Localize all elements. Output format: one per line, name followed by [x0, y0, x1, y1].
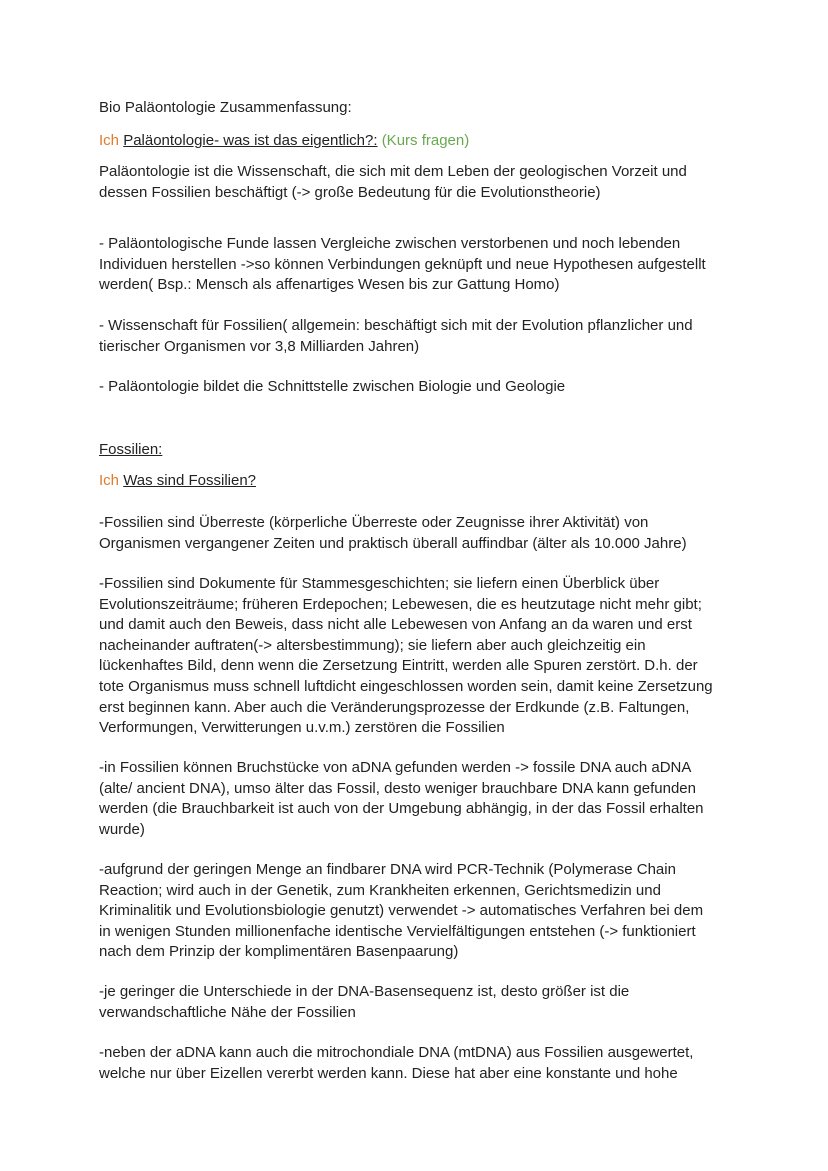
ich-label: Ich — [99, 132, 120, 149]
point-2-4 — [99, 860, 739, 963]
text-line: tierischer Organismen vor 3,8 Milliarden Jahren) — [99, 337, 420, 355]
text-line: dessen Fossilien beschäftigt (-> große Bedeutung für die Evolutionstheorie) — [99, 183, 601, 201]
text-line: nach dem Prinzip der komplimentären Basenpaarung) — [99, 943, 459, 961]
text-line: werden (die Brauchbarkeit ist auch von der Umgebung abhängig, in der das Fossil erhalten — [99, 800, 704, 818]
text-line: Kriminalitik und Evolutionsbiologie genutzt) verwendet -> automatisches Verfahren bei dem — [99, 902, 704, 920]
ich-label: Ich — [99, 472, 120, 489]
text-line: Individuen herstellen ->so können Verbindungen geknüpft und neue Hypothesen aufgestellt — [99, 255, 706, 273]
text-line: nacheinander auftraten(-> altersbestimmung); sie liefern aber auch gleichzeitig ein — [99, 636, 646, 654]
point-1-1 — [99, 234, 739, 296]
text-line: (alte/ ancient DNA), umso älter das Fossil, desto weniger brauchbare DNA kann gefunden — [99, 779, 696, 797]
text-line: -neben der aDNA kann auch die mitrochondiale DNA (mtDNA) aus Fossilien ausgewertet, — [99, 1044, 694, 1061]
text-line: Evolutionszeiträume; früheren Erdepochen; Lebewesen, die es heutzutage nicht mehr gibt; — [99, 595, 702, 613]
text-line: welche nur über Eizellen vererbt werden kann. Diese hat aber eine konstante und hohe — [99, 1064, 678, 1082]
text-line: -Fossilien sind Überreste (körperliche Überreste oder Zeugnisse ihrer Aktivität) von — [99, 514, 649, 531]
text-line: Organismen vergangener Zeiten und praktisch überall auffindbar (älter als 10.000 Jahre) — [99, 534, 687, 552]
point-1-3 — [99, 377, 739, 398]
point-2-2 — [99, 574, 739, 739]
question-1-hint: (Kurs fragen) — [381, 132, 470, 149]
text-line: - Wissenschaft für Fossilien( allgemein: beschäftigt sich mit der Evolution pflanzlicher und — [99, 317, 693, 334]
point-2-6 — [99, 1043, 739, 1084]
text-line: Reaction; wird auch in der Genetik, zum Krankheiten erkennen, Gerichtsmedizin und — [99, 881, 661, 899]
text-line: und damit auch den Beweis, dass nicht alle Lebewesen von Anfang an da waren und erst — [99, 616, 692, 634]
text-line: - Paläontologische Funde lassen Vergleiche zwischen verstorbenen und noch lebenden — [99, 235, 681, 252]
section-title-fossilien: Fossilien: — [99, 441, 163, 458]
point-2-3 — [99, 758, 739, 840]
text-line: verwandschaftliche Nähe der Fossilien — [99, 1003, 356, 1021]
text-line: tote Organismus muss schnell luftdicht eingeschlossen worden sein, damit keine Zersetzung — [99, 677, 713, 695]
question-2: Was sind Fossilien? — [123, 472, 257, 489]
question-line-2 — [99, 472, 256, 489]
text-line: erst beginnen kann. Aber auch die Veränderungsprozesse der Erdkunde (z.B. Faltungen, — [99, 698, 690, 716]
point-2-1 — [99, 513, 739, 554]
text-line: werden( Bsp.: Mensch als affenartiges Wesen bis zur Gattung Homo) — [99, 276, 560, 294]
text-line: wurde) — [99, 820, 145, 838]
text-line: -in Fossilien können Bruchstücke von aDNA gefunden werden -> fossile DNA auch aDNA — [99, 759, 692, 776]
document-title: Bio Paläontologie Zusammenfassung: — [99, 99, 352, 116]
question-1: Paläontologie- was ist das eigentlich?: — [123, 132, 378, 149]
text-line: - Paläontologie bildet die Schnittstelle zwischen Biologie und Geologie — [99, 378, 566, 395]
text-line: -aufgrund der geringen Menge an findbarer DNA wird PCR-Technik (Polymerase Chain — [99, 861, 676, 878]
text-line: -Fossilien sind Dokumente für Stammesgeschichten; sie liefern einen Überblick über — [99, 575, 660, 592]
intro-paragraph — [99, 162, 739, 203]
text-line: lückenhaftes Bild, denn wenn die Zersetzung Eintritt, werden alle Spuren zerstört. D.h. der — [99, 657, 698, 675]
point-2-5 — [99, 982, 739, 1023]
text-line: Paläontologie ist die Wissenschaft, die sich mit dem Leben der geologischen Vorzeit und — [99, 163, 687, 180]
question-line-1 — [99, 132, 469, 149]
point-1-2 — [99, 316, 739, 357]
text-line: in wenigen Stunden millionenfache identische Vervielfältigungen entstehen (-> funktioniert — [99, 922, 696, 940]
text-line: -je geringer die Unterschiede in der DNA-Basensequenz ist, desto größer ist die — [99, 983, 630, 1000]
text-line: Verformungen, Verwitterungen u.v.m.) zerstören die Fossilien — [99, 719, 505, 737]
